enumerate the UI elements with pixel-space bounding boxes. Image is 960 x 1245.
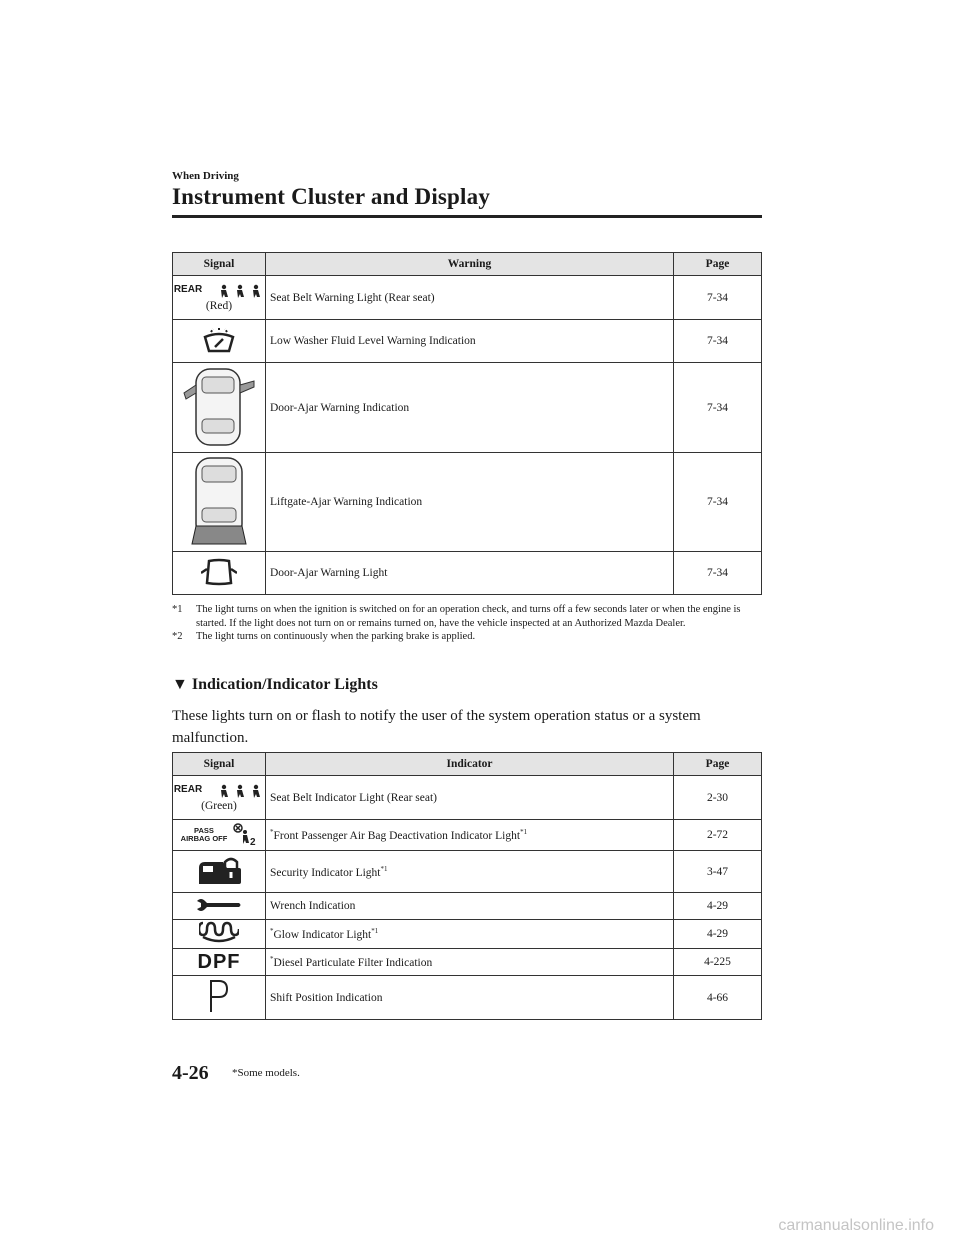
note-prefix: * — [270, 927, 274, 936]
section-paragraph: These lights turn on or flash to notify the user of the system operation status or a system malfunction. — [172, 708, 701, 746]
row-text: Door-Ajar Warning Light — [266, 552, 674, 595]
table-row — [173, 363, 762, 453]
row-page: 4-225 — [674, 949, 762, 976]
row-page: 7-34 — [674, 276, 762, 320]
row-text: Seat Belt Indicator Light (Rear seat) — [270, 791, 438, 804]
row-page: 2-30 — [674, 776, 762, 820]
row-text: Wrench Indication — [266, 893, 674, 920]
row-page: 4-29 — [674, 893, 762, 920]
note-mark: *1 — [172, 604, 183, 615]
note-prefix: * — [270, 955, 274, 964]
car-door-ajar-icon — [182, 363, 256, 449]
row-page: 4-29 — [674, 920, 762, 949]
table-row — [173, 453, 762, 552]
note-ref: *1 — [380, 864, 388, 873]
row-text: Door-Ajar Warning Indication — [266, 363, 674, 453]
note-mark: *2 — [172, 631, 183, 643]
row-text: Security Indicator Light — [270, 866, 381, 879]
table-row — [173, 552, 762, 595]
table-row — [173, 276, 762, 320]
row-text: Liftgate-Ajar Warning Indication — [266, 453, 674, 552]
note-prefix: * — [270, 828, 274, 837]
row-text: Glow Indicator Light — [273, 928, 372, 941]
rear-seat-belt-icon — [218, 784, 264, 800]
dpf-icon: DPF — [197, 950, 241, 973]
row-page: 7-34 — [674, 453, 762, 552]
passenger-airbag-off-icon — [233, 823, 257, 847]
car-liftgate-ajar-icon — [188, 454, 250, 548]
footnotes — [172, 603, 762, 644]
table-row — [173, 820, 762, 851]
color-label: (Red) — [205, 299, 233, 312]
row-page: 7-34 — [674, 552, 762, 595]
row-page: 7-34 — [674, 363, 762, 453]
header-signal: Signal — [173, 753, 266, 776]
washer-fluid-icon — [201, 325, 237, 355]
section-label: When Driving — [172, 170, 239, 182]
row-text: Front Passenger Air Bag Deactivation Indicator Light — [273, 829, 521, 842]
table-row — [173, 976, 762, 1020]
row-text: Diesel Particulate Filter Indication — [273, 956, 433, 969]
color-label: (Green) — [201, 799, 237, 812]
table-header-row — [173, 253, 762, 276]
page-title: Instrument Cluster and Display — [172, 184, 491, 209]
svg-text:2: 2 — [250, 837, 256, 847]
note-1 — [172, 603, 762, 630]
table-header-row — [173, 753, 762, 776]
row-text: Low Washer Fluid Level Warning Indication — [266, 320, 674, 363]
note-ref: *1 — [371, 927, 379, 936]
table-row — [173, 893, 762, 920]
some-models-note: *Some models. — [232, 1067, 300, 1079]
header-warning: Warning — [266, 253, 674, 276]
table-row — [173, 949, 762, 976]
airbag-off-label: AIRBAG OFF — [180, 834, 228, 843]
header-indicator: Indicator — [266, 753, 674, 776]
rear-seat-belt-icon — [218, 284, 264, 300]
row-text: Shift Position Indication — [266, 976, 674, 1020]
rear-label: REAR — [173, 283, 203, 295]
note-2 — [172, 630, 762, 644]
table-row — [173, 776, 762, 820]
note-text: The light turns on when the ignition is switched on for an operation check, and turns off a few seconds later or when the engine is started. If the light does not turn on or remains turned on, have the vehicle inspected at an Authorized Mazda Dealer. — [196, 604, 741, 629]
shift-position-p-icon — [208, 978, 230, 1014]
row-page: 7-34 — [674, 320, 762, 363]
page-number: 4-26 — [172, 1062, 209, 1084]
security-lock-car-icon — [197, 854, 241, 886]
header-signal: Signal — [173, 253, 266, 276]
note-ref: *1 — [520, 828, 528, 837]
section-heading: ▼ Indication/Indicator Lights — [172, 676, 378, 693]
indicator-table — [172, 752, 762, 1020]
table-row — [173, 920, 762, 949]
table-row — [173, 320, 762, 363]
header-page: Page — [674, 753, 762, 776]
row-page: 3-47 — [674, 851, 762, 893]
row-page: 2-72 — [674, 820, 762, 851]
door-ajar-light-icon — [201, 557, 237, 587]
title-rule — [172, 215, 762, 218]
watermark: carmanualsonline.info — [778, 1217, 934, 1234]
pass-label: PASS — [194, 826, 214, 835]
table-row — [173, 851, 762, 893]
header-page: Page — [674, 253, 762, 276]
wrench-icon — [195, 897, 243, 913]
row-text: Seat Belt Warning Light (Rear seat) — [266, 276, 674, 320]
glow-plug-icon — [199, 921, 239, 945]
note-text: The light turns on continuously when the parking brake is applied. — [196, 631, 476, 643]
warning-table — [172, 252, 762, 595]
row-page: 4-66 — [674, 976, 762, 1020]
rear-label: REAR — [173, 783, 203, 795]
